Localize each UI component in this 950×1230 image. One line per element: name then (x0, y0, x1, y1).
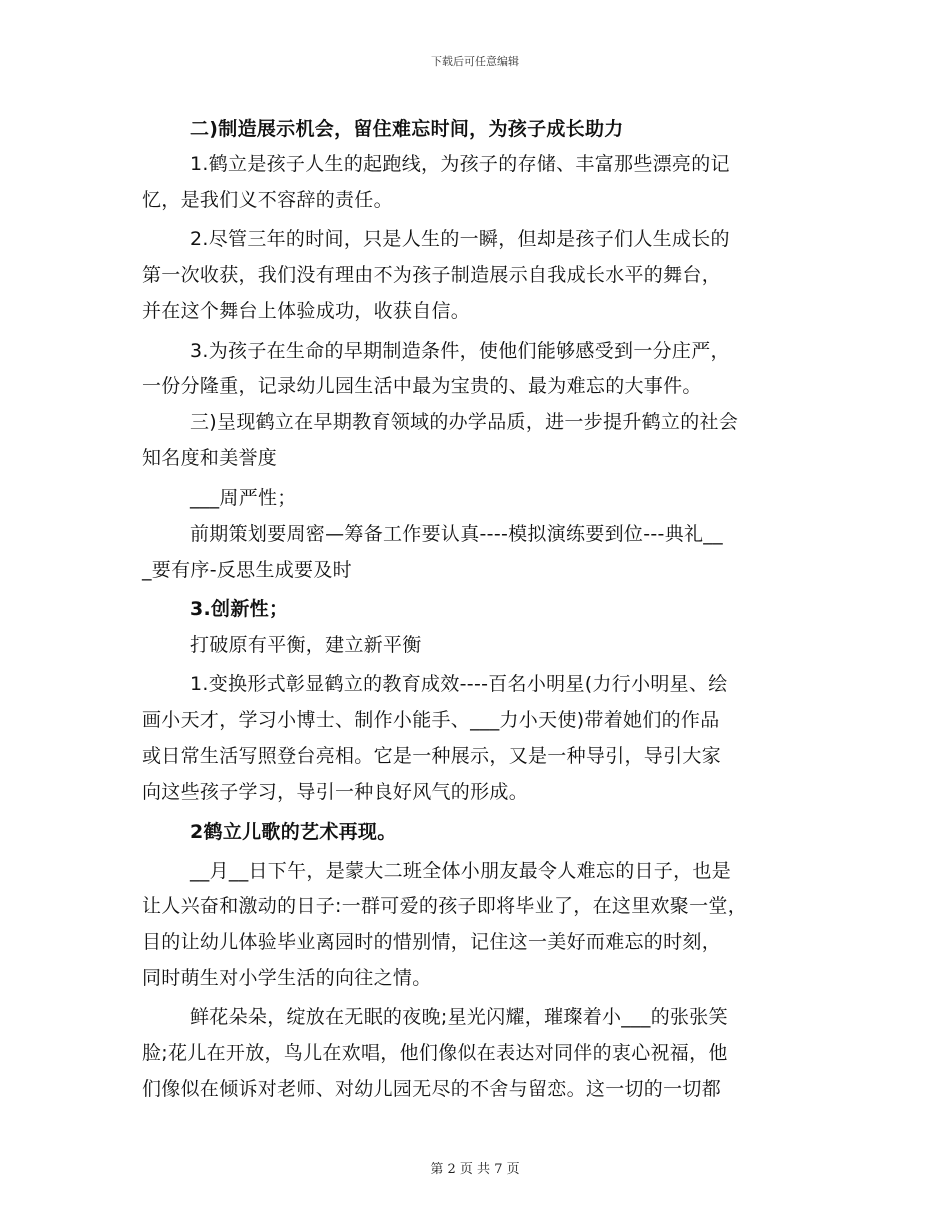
paragraph-line: 1.鹤立是孩子人生的起跑线，为孩子的存储、丰富那些漂亮的记 (190, 153, 730, 175)
paragraph-line: 或日常生活写照登台亮相。它是一种展示，又是一种导引，导引大家 (142, 745, 722, 767)
paragraph-line: 们像似在倾诉对老师、对幼儿园无尽的不舍与留恋。这一切的一切都 (142, 1078, 722, 1100)
paragraph-line: 向这些孩子学习，导引一种良好风气的形成。 (142, 781, 529, 803)
paragraph-line: 知名度和美誉度 (142, 447, 278, 469)
paragraph-line: 3.为孩子在生命的早期制造条件，使他们能够感受到一分庄严， (190, 340, 730, 362)
paragraph-line: _要有序-反思生成要及时 (142, 559, 352, 581)
paragraph-line: 鲜花朵朵，绽放在无眠的夜晚;星光闪耀，璀璨着小___的张张笑 (190, 1006, 728, 1028)
paragraph-line: 打破原有平衡，建立新平衡 (190, 634, 422, 656)
section-heading: 二)制造展示机会，留住难忘时间，为孩子成长助力 (190, 118, 624, 140)
paragraph-line: 忆，是我们义不容辞的责任。 (142, 189, 393, 211)
paragraph-line: 同时萌生对小学生活的向往之情。 (142, 967, 432, 989)
section-heading: 2鹤立儿歌的艺术再现。 (190, 821, 397, 843)
paragraph-line: __月__日下午，是蒙大二班全体小朋友最令人难忘的日子，也是 (190, 860, 732, 882)
paragraph-line: 2.尽管三年的时间，只是人生的一瞬，但却是孩子们人生成长的 (190, 228, 730, 250)
page-footer: 第 2 页 共 7 页 (430, 1162, 520, 1177)
page-header: 下载后可任意编辑 (431, 55, 519, 68)
paragraph-line: ___周严性； (190, 487, 297, 509)
paragraph-line: 1.变换形式彰显鹤立的教育成效----百名小明星(力行小明星、绘 (190, 673, 728, 695)
paragraph-line: 一份分隆重，记录幼儿园生活中最为宝贵的、最为难忘的大事件。 (142, 375, 702, 397)
paragraph-line: 目的让幼儿体验毕业离园时的惜别情，记住这一美好而难忘的时刻， (142, 931, 722, 953)
paragraph-line: 脸;花儿在开放，鸟儿在欢唱，他们像似在表达对同伴的衷心祝福，他 (142, 1042, 728, 1064)
section-heading: 3.创新性； (190, 598, 289, 620)
paragraph-line: 三)呈现鹤立在早期教育领域的办学品质，进一步提升鹤立的社会 (190, 411, 739, 433)
paragraph-line: 前期策划要周密—筹备工作要认真----模拟演练要到位---典礼__ (190, 523, 723, 545)
paragraph-line: 第一次收获，我们没有理由不为孩子制造展示自我成长水平的舞台， (142, 264, 722, 286)
paragraph-line: 画小天才，学习小博士、制作小能手、___力小天使)带着她们的作品 (142, 709, 720, 731)
paragraph-line: 并在这个舞台上体验成功，收获自信。 (142, 300, 471, 322)
paragraph-line: 让人兴奋和激动的日子:一群可爱的孩子即将毕业了，在这里欢聚一堂， (142, 895, 748, 917)
